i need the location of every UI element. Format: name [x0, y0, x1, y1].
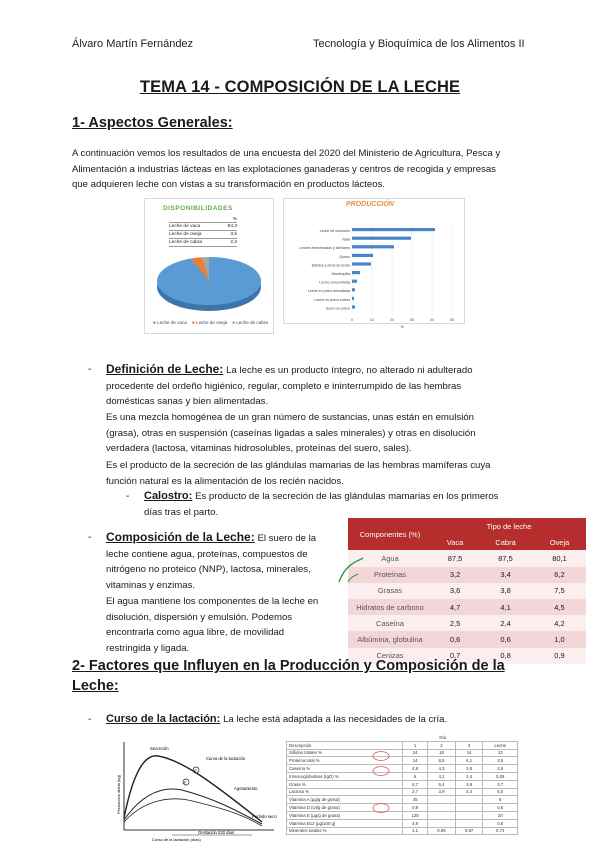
table-cell	[428, 819, 456, 827]
table-cell: 20	[483, 811, 518, 819]
header-author: Álvaro Martín Fernández	[72, 38, 194, 50]
x-tick-label: 10	[369, 317, 375, 322]
table-row	[348, 615, 586, 631]
table-row-header: Lactosa %	[287, 788, 403, 796]
table-header-cell: Descripción	[287, 741, 403, 749]
composition-lead: Composición de la Leche:	[106, 530, 255, 544]
table-cell: 3,7	[483, 780, 518, 788]
production-bar-chart	[284, 199, 464, 329]
table-cell: 0,09	[483, 772, 518, 780]
table-header-row	[348, 518, 586, 534]
annotation-circle-icon	[373, 804, 389, 813]
table-header-row	[287, 741, 518, 749]
table-cell: 4,4	[455, 788, 483, 796]
y-category-label: Mantequilla	[331, 272, 350, 276]
table-cell: 3,6	[432, 583, 478, 599]
calostro-lead: Calostro:	[144, 490, 193, 502]
availability-col-header: %	[169, 217, 237, 223]
table-cell: 45	[403, 796, 428, 804]
table-cell: 125	[403, 811, 428, 819]
table-cell: 80,1	[533, 550, 586, 566]
table-cell: 2,6	[483, 765, 518, 773]
availability-value: 94,3	[227, 224, 237, 229]
table-cell: 0,6	[432, 631, 478, 647]
table-row-header: Vitamina D (UI/g de grasa)	[287, 804, 403, 812]
table-cell: 0,87	[455, 827, 483, 835]
table-row	[287, 780, 518, 788]
table-cell: 8,5	[428, 757, 456, 765]
table-cell: 6	[403, 772, 428, 780]
paragraph-line: El agua mantiene los componentes de la leche en	[106, 596, 319, 607]
table-cell: 3,9	[455, 780, 483, 788]
intro-line: Alimentación a industrias lácteas en las explotaciones ganaderas y centros de recogida y empresas	[72, 163, 496, 175]
x-tick-label: 30	[409, 317, 415, 322]
table-header-cell: Componentes (%)	[348, 518, 432, 550]
table-cell: 3,4	[478, 567, 533, 583]
table-cell: 2,4	[478, 615, 533, 631]
legend-item	[232, 320, 268, 325]
table-row-header: Vitamina A (µg/g de grasa)	[287, 796, 403, 804]
table-header-cell: 1	[403, 741, 428, 749]
table-row-header: Hidratos de carbono	[348, 599, 432, 615]
x-tick-label: 40	[429, 317, 435, 322]
table-group-header: Tipo de leche	[432, 518, 586, 534]
table-row-header: Caseína	[348, 615, 432, 631]
table-header-cell: Leche	[483, 741, 518, 749]
legend-swatch-icon: ■	[191, 320, 195, 325]
y-category-label: Leche en polvo entera	[314, 297, 350, 302]
paragraph-line: Es el producto de la secreción de las glándulas mamarias de las hembras mamíferas cuya	[106, 460, 491, 471]
table-row-header: Proteína total %	[287, 757, 403, 765]
paragraph-line: Es una mezcla homogénea de un gran número de sustancias, unas están en emulsión	[106, 412, 474, 423]
table-row	[348, 550, 586, 566]
table-row-header: Albúmina, globulina	[348, 631, 432, 647]
table-cell: 18	[428, 749, 456, 757]
availability-pie-chart	[145, 251, 273, 317]
table-cell	[428, 796, 456, 804]
section-2-heading	[72, 658, 505, 694]
table-cell: 0,9	[533, 648, 586, 664]
composition-item	[88, 530, 338, 593]
table-cell	[483, 734, 518, 741]
availability-legend	[153, 320, 268, 325]
table-row	[287, 749, 518, 757]
bullet-dash: -	[88, 364, 92, 375]
annotation-check-icon	[336, 552, 366, 586]
availability-row	[169, 231, 237, 239]
table-cell: 1,0	[533, 631, 586, 647]
paragraph-line: disolución, dispersión y emulsión. Podemos	[106, 611, 293, 623]
table-cell: 7,5	[533, 583, 586, 599]
availability-label: Leche de oveja	[169, 232, 202, 237]
lactation-curve-graph	[112, 738, 278, 842]
production-title: PRODUCCIÓN	[346, 201, 394, 208]
table-cell	[428, 811, 456, 819]
production-bar	[352, 245, 394, 248]
peak-label: Secreción	[150, 746, 169, 751]
production-bar	[352, 228, 435, 231]
y-axis-label: Producción diaria (kg)	[116, 775, 121, 814]
production-bar	[352, 297, 354, 300]
paragraph-line: verdadera (lactosa, vitaminas hidrosolubles, proteínas del suero, sales).	[106, 443, 412, 454]
legend-label: Leche de vaca	[157, 320, 187, 325]
paragraph-line: encontrarla como agua libre, de movilidad	[106, 627, 285, 638]
legend-swatch-icon: ■	[232, 320, 235, 325]
table-header-cell: 3	[455, 741, 483, 749]
table-cell: 6,1	[455, 757, 483, 765]
table-cell: 0,74	[483, 827, 518, 835]
legend-swatch-icon: ■	[153, 320, 156, 325]
table-cell: 6,2	[533, 567, 586, 583]
paragraph-line: función natural es la alimentación de los recién nacidos.	[106, 475, 344, 487]
table-cell: 5,4	[428, 780, 456, 788]
table-cell: 4,7	[432, 599, 478, 615]
table-row	[287, 827, 518, 835]
table-cell	[428, 804, 456, 812]
definition-line: La leche es un producto íntegro, no alterado ni adulterado	[226, 365, 473, 376]
intro-line: que adquieren leche con vistas a su transformación en productos lácteos.	[72, 179, 386, 190]
table-row	[287, 765, 518, 773]
table-row	[287, 772, 518, 780]
milk-composition-table	[348, 518, 586, 664]
table-cell: 4,8	[403, 765, 428, 773]
decline-label: Agotamiento	[234, 786, 258, 791]
availability-row	[169, 223, 237, 231]
x-axis-unit: %	[400, 324, 404, 329]
table-row	[348, 631, 586, 647]
production-bar	[352, 254, 373, 257]
table-cell	[287, 734, 403, 741]
table-row-header: Grasa %	[287, 780, 403, 788]
table-row-header: Agua	[348, 550, 432, 566]
table-cell: 24	[403, 749, 428, 757]
production-figure	[283, 198, 465, 329]
table-cell: 0,6	[483, 804, 518, 812]
table-row	[348, 599, 586, 615]
composition-paragraph-2	[106, 594, 346, 656]
production-bar	[352, 262, 371, 265]
table-cell: 0,8	[478, 648, 533, 664]
table-cell: 3,8	[455, 765, 483, 773]
table-row-header: Proteínas	[348, 567, 432, 583]
legend-item	[153, 320, 187, 325]
table-row-header: Sólidos totales %	[287, 749, 403, 757]
calostro-line: Es producto de la secreción de las glándulas mamarias en los primeros	[195, 491, 499, 502]
table-cell: 0,95	[428, 827, 456, 835]
table-cell: 0,9	[403, 804, 428, 812]
legend-item	[192, 320, 227, 325]
availability-figure	[144, 198, 274, 334]
table-group-header: Día	[439, 734, 447, 740]
page-title: TEMA 14 - COMPOSICIÓN DE LA LECHE	[139, 78, 461, 96]
table-cell	[455, 819, 483, 827]
header-course: Tecnología y Bioquímica de los Alimentos II	[313, 38, 525, 50]
table-cell: 3,9	[428, 788, 456, 796]
table-row-header: Caseína %	[287, 765, 403, 773]
y-category-label: Suero en polvo	[325, 306, 350, 311]
x-tick-label: 50	[449, 317, 455, 322]
availability-value: 2,2	[230, 240, 237, 245]
table-row	[287, 819, 518, 827]
table-cell: 3,5	[483, 757, 518, 765]
marker-label: F	[184, 780, 187, 785]
table-cell: 2,4	[455, 772, 483, 780]
table-cell: 4,2	[428, 772, 456, 780]
dry-label: Período seco	[252, 814, 277, 819]
lactation-lead: Curso de la lactación:	[106, 713, 221, 725]
table-cell: 1,1	[403, 827, 428, 835]
table-cell: 3,2	[432, 567, 478, 583]
calostro-line: días tras el parto.	[144, 506, 219, 518]
definition-block	[88, 362, 558, 410]
production-bar	[352, 271, 360, 274]
annotation-circles	[370, 748, 392, 814]
table-cell: 14	[403, 757, 428, 765]
production-bar	[352, 280, 357, 283]
definition-paragraph-2	[106, 410, 566, 457]
section-1-heading: 1- Aspectos Generales:	[72, 115, 233, 131]
production-bar	[352, 288, 355, 291]
legend-label: Leche de oveja	[196, 320, 228, 325]
table-cell: 14	[455, 749, 483, 757]
y-category-label: Batidos y otros de leche	[311, 263, 350, 268]
table-header-row	[287, 734, 518, 741]
y-category-label: Nata	[342, 237, 350, 242]
table-row	[348, 567, 586, 583]
table-cell	[455, 804, 483, 812]
table-cell: 2,5	[432, 615, 478, 631]
bullet-dash: -	[88, 714, 92, 725]
definition-line: domésticas sanas y bien alimentadas.	[106, 396, 269, 407]
table-cell: 8	[483, 796, 518, 804]
table-header-cell: 2	[428, 741, 456, 749]
table-row	[287, 757, 518, 765]
table-row-header: Grasas	[348, 583, 432, 599]
calostro-item	[126, 489, 566, 520]
table-row-header: Cenizas	[348, 648, 432, 664]
curve-label: Curva de la lactación	[206, 756, 246, 761]
table-cell: 5,0	[483, 788, 518, 796]
definition-lead: Definición de Leche:	[106, 362, 224, 376]
lactation-item	[88, 712, 558, 727]
table-header-cell: Cabra	[478, 534, 533, 550]
intro-paragraph	[72, 146, 542, 193]
table-cell: 87,5	[432, 550, 478, 566]
table-header-cell: Vaca	[432, 534, 478, 550]
intro-line: A continuación vemos los resultados de una encuesta del 2020 del Ministerio de Agricultura, Pesca y	[72, 148, 501, 159]
x-tick-label: 0	[350, 317, 354, 322]
availability-label: Leche de vaca	[169, 224, 201, 229]
table-cell: 13	[483, 749, 518, 757]
table-header-cell: Oveja	[533, 534, 586, 550]
table-cell: 6,7	[403, 780, 428, 788]
y-category-label: Leches fermentadas y similares	[299, 246, 350, 251]
annotation-circle-icon	[373, 767, 389, 776]
table-cell: 4,3	[428, 765, 456, 773]
bullet-dash: -	[126, 491, 130, 502]
x-tick-label: 20	[389, 317, 395, 322]
composition-block	[88, 530, 338, 593]
section-2-heading-line: Leche:	[72, 678, 119, 694]
y-category-label: Leche de consumo	[319, 229, 350, 233]
table-cell: 4,5	[533, 599, 586, 615]
definition-paragraph-3	[106, 458, 566, 489]
table-cell: 2,7	[403, 788, 428, 796]
availability-title: DISPONIBILIDADES	[163, 205, 233, 212]
definition-line: procedente del ordeño higiénico, regular, completo e ininterrumpido de las hembras	[106, 380, 462, 392]
table-cell: 0,6	[478, 631, 533, 647]
legend-label: Leche de cabra	[236, 320, 268, 325]
availability-value: 3,5	[230, 232, 237, 237]
composition-line: nitrógeno no proteico (NNP), lactosa, minerales,	[106, 564, 311, 575]
table-cell: 4,2	[533, 615, 586, 631]
table-row-header: Minerales totales %	[287, 827, 403, 835]
composition-line: leche contiene agua, proteínas, compuestos de	[106, 548, 308, 560]
paragraph-line: restringida y ligada.	[106, 642, 190, 654]
table-row	[348, 583, 586, 599]
x-axis-label: Curso de la lactación (días)	[152, 837, 201, 842]
table-row-header: Inmunoglobulinas (IgG) %	[287, 772, 403, 780]
marker-label: P	[194, 768, 197, 773]
calostro-body	[126, 489, 566, 520]
table-cell	[455, 796, 483, 804]
production-bar	[352, 305, 355, 308]
lactation-text: La leche está adaptada a las necesidades de la cría.	[223, 714, 448, 725]
production-bar	[352, 237, 411, 240]
table-row	[287, 788, 518, 796]
annotation-circle-icon	[373, 752, 389, 761]
table-cell: 3,8	[478, 583, 533, 599]
table-row-header: Vitamina B12 (µg/100 g)	[287, 819, 403, 827]
protein-curve	[124, 799, 262, 826]
table-cell: 4,9	[403, 819, 428, 827]
table-row-header: Vitamina E (µg/g de grasa)	[287, 811, 403, 819]
table-cell: 4,1	[478, 599, 533, 615]
colostrum-table	[286, 734, 518, 835]
table-cell: 0,6	[483, 819, 518, 827]
lactation-body	[88, 712, 558, 727]
y-category-label: Leche concentrada	[319, 280, 350, 285]
y-category-label: Queso	[339, 254, 350, 259]
bullet-dash: -	[88, 532, 92, 543]
table-row	[287, 796, 518, 804]
section-2-heading-line: 2- Factores que Influyen en la Producción y Composición de la	[72, 658, 505, 674]
table-cell: 0,7	[432, 648, 478, 664]
table-row	[287, 811, 518, 819]
table-cell: 87,5	[478, 550, 533, 566]
table-cell	[455, 811, 483, 819]
definition-item	[88, 362, 558, 410]
availability-label: Leche de cabra	[169, 240, 203, 245]
composition-line: El suero de la	[257, 533, 317, 544]
availability-row	[169, 239, 237, 247]
availability-table	[169, 217, 237, 247]
composition-line: vitaminas y enzimas.	[106, 579, 196, 591]
gestation-label: Gestación 220 días	[198, 830, 235, 835]
y-category-label: Leche en polvo desnatada	[307, 289, 350, 294]
paragraph-line: (grasa), otras en suspensión (caseínas ligadas a sales minerales) y otras en disolución	[106, 427, 476, 439]
table-row	[287, 804, 518, 812]
